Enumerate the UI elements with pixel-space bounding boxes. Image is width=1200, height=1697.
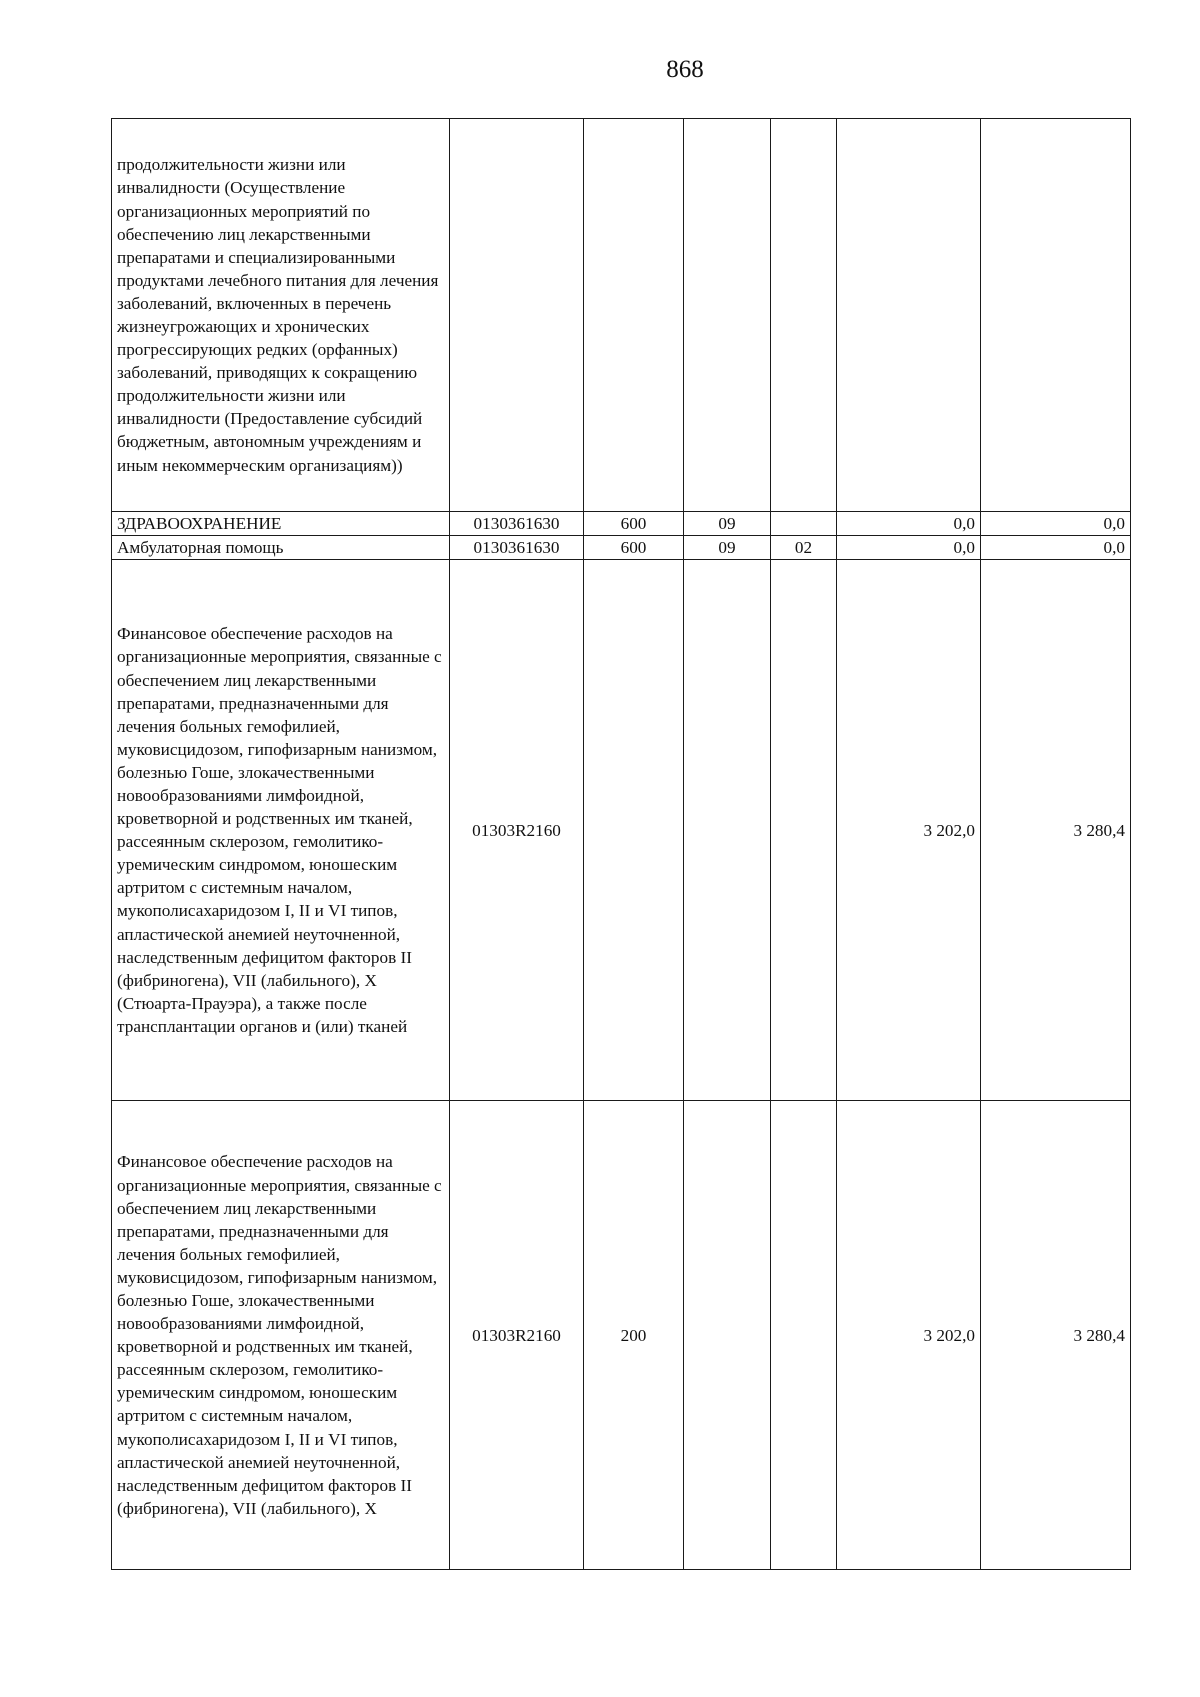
row-subsection <box>771 1101 837 1570</box>
row-target-code: 0130361630 <box>450 512 584 536</box>
row-expense-type: 200 <box>584 1101 684 1570</box>
row-subsection: 02 <box>771 536 837 560</box>
row-expense-type <box>584 560 684 1101</box>
row-expense-type: 600 <box>584 512 684 536</box>
row-expense-type <box>584 119 684 512</box>
row-sum-1: 0,0 <box>837 512 981 536</box>
row-sum-2: 0,0 <box>981 512 1131 536</box>
row-section: 09 <box>684 536 771 560</box>
row-section: 09 <box>684 512 771 536</box>
row-subsection <box>771 119 837 512</box>
row-target-code <box>450 119 584 512</box>
row-section <box>684 1101 771 1570</box>
table-row <box>112 1101 1131 1570</box>
row-name: ЗДРАВООХРАНЕНИЕ <box>112 512 450 536</box>
row-sum-2 <box>981 119 1131 512</box>
page-number: 868 <box>666 56 704 83</box>
row-sum-1 <box>837 119 981 512</box>
row-sum-1: 0,0 <box>837 536 981 560</box>
table-row <box>112 119 1131 512</box>
row-name: Финансовое обеспечение расходов на организационные мероприятия, связанные с обеспечением лиц лекарственными препаратами, предназначенными для лечения больных гемофилией, муковисцидозом, гипофизарным нанизмом, болезнью Гоше, злокачественными новообразованиями лимфоидной, кроветворной и родственных им тканей, рассеянным склерозом, гемолитико-уремическим синдромом, юношеским артритом с системным началом, мукополисахаридозом I, II и VI типов, апластической анемией неуточненной, наследственным дефицитом факторов II (фибриногена), VII (лабильного), X (Стюарта-Прауэра), а также после трансплантации органов и (или) тканей <box>112 560 450 1101</box>
row-name: Амбулаторная помощь <box>112 536 450 560</box>
row-sum-2: 3 280,4 <box>981 560 1131 1101</box>
table-row <box>112 536 1131 560</box>
budget-table <box>111 118 1131 1570</box>
row-sum-1: 3 202,0 <box>837 1101 981 1570</box>
row-target-code: 01303R2160 <box>450 560 584 1101</box>
row-expense-type: 600 <box>584 536 684 560</box>
row-target-code: 01303R2160 <box>450 1101 584 1570</box>
row-target-code: 0130361630 <box>450 536 584 560</box>
row-sum-2: 3 280,4 <box>981 1101 1131 1570</box>
row-name: Финансовое обеспечение расходов на организационные мероприятия, связанные с обеспечением лиц лекарственными препаратами, предназначенными для лечения больных гемофилией, муковисцидозом, гипофизарным нанизмом, болезнью Гоше, злокачественными новообразованиями лимфоидной, кроветворной и родственных им тканей, рассеянным склерозом, гемолитико-уремическим синдромом, юношеским артритом с системным началом, мукополисахаридозом I, II и VI типов, апластической анемией неуточненной, наследственным дефицитом факторов II (фибриногена), VII (лабильного), X <box>112 1101 450 1570</box>
row-sum-2: 0,0 <box>981 536 1131 560</box>
table-row <box>112 560 1131 1101</box>
row-subsection <box>771 560 837 1101</box>
row-name: продолжительности жизни или инвалидности (Осуществление организационных мероприятий по обеспечению лиц лекарственными препаратами и специализированными продуктами лечебного питания для лечения заболеваний, включенных в перечень жизнеугрожающих и хронических прогрессирующих редких (орфанных) заболеваний, приводящих к сокращению продолжительности жизни или инвалидности (Предоставление субсидий бюджетным, автономным учреждениям и иным некоммерческим организациям)) <box>112 119 450 512</box>
table-row <box>112 512 1131 536</box>
row-section <box>684 119 771 512</box>
row-section <box>684 560 771 1101</box>
row-sum-1: 3 202,0 <box>837 560 981 1101</box>
row-subsection <box>771 512 837 536</box>
